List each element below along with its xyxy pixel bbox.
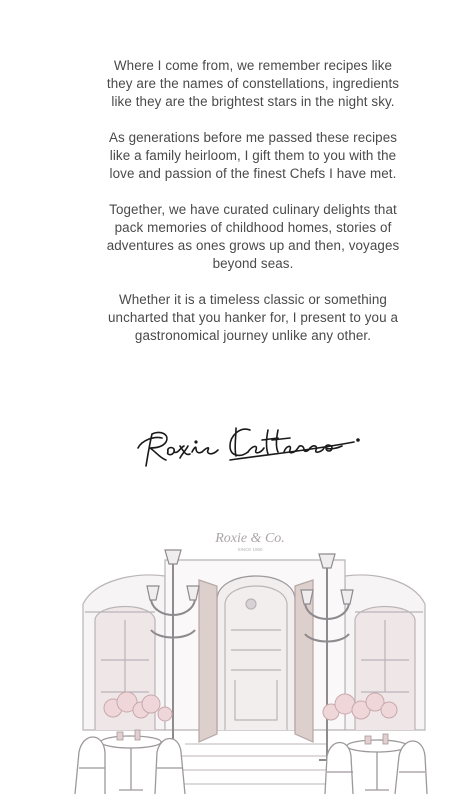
cafe-sign-name: Roxie & Co. <box>215 531 285 546</box>
signature-image <box>132 418 372 478</box>
intro-letter <box>104 57 402 363</box>
cafe-sign-since: SINCE 1950 <box>237 547 263 552</box>
cafe-illustration <box>55 520 454 794</box>
letter-paragraph-2: As generations before me passed these recipes like a family heirloom, I gift them to you with the love and passion of the finest Chefs I have met. <box>108 130 398 181</box>
letter-paragraph-3: Together, we have curated culinary delights that pack memories of childhood homes, stories of adventures as ones grows up and then, voyages beyond seas. <box>106 202 400 271</box>
letter-paragraph-1: Where I come from, we remember recipes like they are the names of constellations, ingredients like they are the brightest stars in the night sky. <box>106 58 400 109</box>
letter-paragraph-4: Whether it is a timeless classic or something uncharted that you hanker for, I present to you a gastronomical journey unlike any other. <box>107 292 398 343</box>
